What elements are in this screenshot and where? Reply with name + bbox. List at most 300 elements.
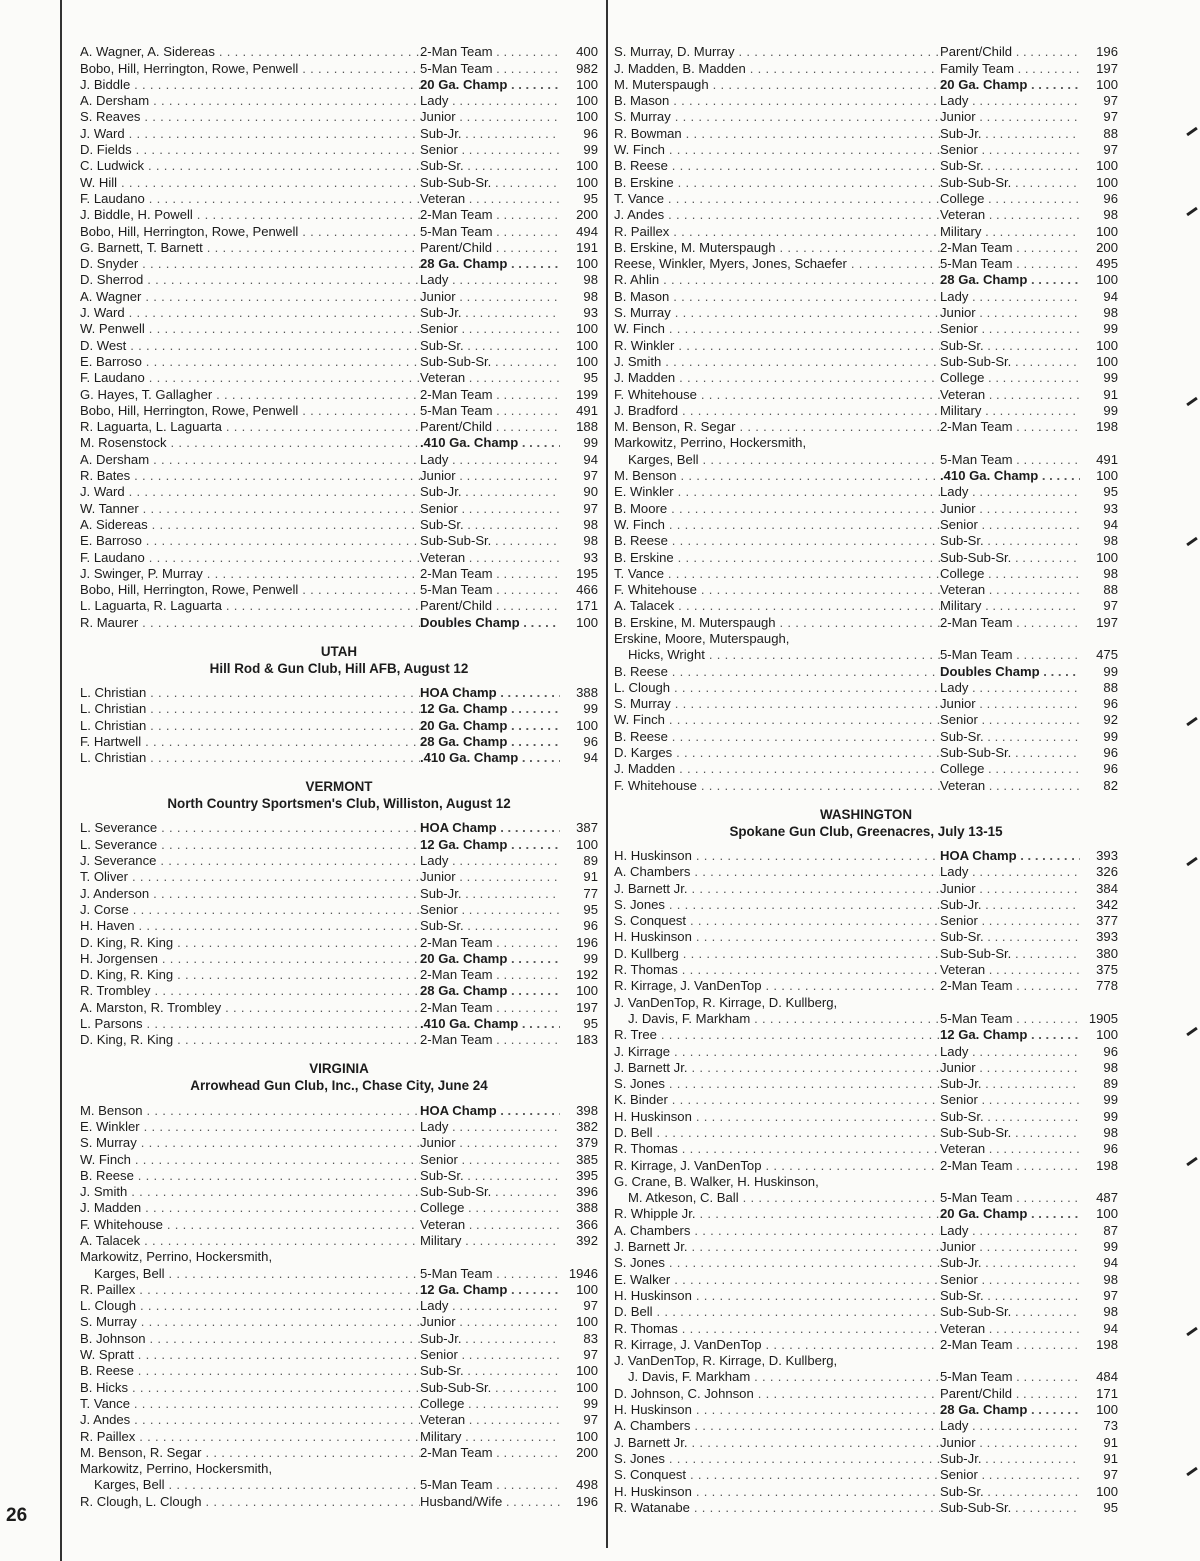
result-row (614, 1174, 1118, 1190)
result-row (614, 256, 1118, 272)
score: 342 (1096, 896, 1118, 912)
result-row (80, 1119, 598, 1135)
event-class: Senior . . . (940, 321, 1080, 337)
score: 385 (576, 1151, 598, 1167)
score: 96 (1103, 190, 1118, 206)
score: 93 (1103, 500, 1118, 516)
result-row (80, 1477, 598, 1493)
shooter-names: B. Reese . . . (614, 729, 940, 745)
shooter-names: M. Atkeson, C. Ball . . . (614, 1190, 940, 1206)
left-margin-rule (60, 0, 62, 1561)
result-row (614, 142, 1118, 158)
score: 99 (1103, 728, 1118, 744)
score: 97 (583, 468, 598, 484)
score: 196 (576, 934, 598, 950)
score: 484 (1096, 1369, 1118, 1385)
shooter-names: M. Benson, R. Segar . . . (80, 1445, 420, 1461)
result-row (80, 1493, 598, 1509)
shooter-names: M. Rosenstock . . . (80, 435, 420, 451)
shooter-names: G. Crane, B. Walker, H. Huskinson, (614, 1173, 819, 1189)
shooter-names: D. Fields . . . (80, 142, 420, 158)
event-class: Veteran . . . (940, 962, 1080, 978)
score: 89 (1103, 1076, 1118, 1092)
event-class: Veteran . . . (420, 191, 560, 207)
shooter-names: Karges, Bell . . . (80, 1266, 420, 1282)
result-row (614, 1043, 1118, 1059)
score: 99 (1103, 1092, 1118, 1108)
score: 196 (576, 1493, 598, 1509)
event-class: Sub-Sr. . . . (940, 1109, 1080, 1125)
shooter-names: M. Benson . . . (80, 1103, 420, 1119)
shooter-names: A. Talacek . . . (614, 598, 940, 614)
score: 94 (583, 451, 598, 467)
column-divider-rule (606, 0, 608, 1548)
score: 93 (583, 305, 598, 321)
event-class: Lady . . . (940, 289, 1080, 305)
shooter-names: T. Vance . . . (80, 1396, 420, 1412)
result-row (614, 549, 1118, 565)
shooter-names: J. Madden, B. Madden . . . (614, 61, 940, 77)
score: 97 (1103, 1467, 1118, 1483)
result-row (614, 500, 1118, 516)
shooter-names: F. Whitehouse . . . (80, 1217, 420, 1233)
event-class: College . . . (940, 191, 1080, 207)
shooter-names: J. Severance . . . (80, 853, 420, 869)
event-class: Senior . . . (940, 1467, 1080, 1483)
page-number: 26 (6, 1505, 28, 1526)
event-class: Senior . . . (420, 142, 560, 158)
shooter-names: D. King, R. King . . . (80, 967, 420, 983)
event-class: 12 Ga. Champ . . . (420, 837, 560, 853)
result-row (614, 1027, 1118, 1043)
score: 98 (583, 288, 598, 304)
shooter-names: R. Bates . . . (80, 468, 420, 484)
score: 491 (576, 402, 598, 418)
event-class: 2-Man Team . . . (420, 566, 560, 582)
result-row (80, 1445, 598, 1461)
result-row (614, 647, 1118, 663)
shooter-names: A. Dersham . . . (80, 93, 420, 109)
shooter-names: K. Binder . . . (614, 1092, 940, 1108)
shooter-names: L. Christian . . . (80, 685, 420, 701)
score: 96 (1103, 1141, 1118, 1157)
shooter-names: D. Karges . . . (614, 745, 940, 761)
result-row (614, 1092, 1118, 1108)
shooter-names: J. VanDenTop, R. Kirrage, D. Kullberg, (614, 1353, 838, 1369)
result-row (614, 1011, 1118, 1027)
shooter-names: D. Sherrod . . . (80, 272, 420, 288)
result-row (614, 1271, 1118, 1287)
shooter-names: L. Christian . . . (80, 718, 420, 734)
score: 475 (1096, 647, 1118, 663)
score: 100 (1096, 468, 1118, 484)
shooter-names: R. Trombley . . . (80, 983, 420, 999)
score: 92 (1103, 712, 1118, 728)
event-class: Doubles Champ . . . (420, 615, 560, 631)
result-row (614, 370, 1118, 386)
result-row (614, 109, 1118, 125)
binding-mark (1186, 537, 1198, 546)
shooter-names: B. Erskine . . . (614, 175, 940, 191)
event-class: 2-Man Team . . . (940, 978, 1080, 994)
event-class: Sub-Jr. . . . (420, 305, 560, 321)
shooter-names: W. Spratt . . . (80, 1347, 420, 1363)
event-class: 2-Man Team . . . (940, 240, 1080, 256)
result-row (614, 1255, 1118, 1271)
shooter-names: J. Ward . . . (80, 305, 420, 321)
binding-mark (1186, 127, 1198, 136)
shooter-names: J. Anderson . . . (80, 886, 420, 902)
score: 98 (1103, 1304, 1118, 1320)
result-row (614, 582, 1118, 598)
shooter-names: W. Finch . . . (614, 517, 940, 533)
score: 197 (576, 999, 598, 1015)
shoot-location-heading: North Country Sportsmen's Club, Williston, August 12 (167, 796, 511, 812)
event-class: .410 Ga. Champ . . . (420, 435, 560, 451)
event-class: Sub-Sr. . . . (420, 517, 560, 533)
result-row (80, 701, 598, 717)
event-class: Sub-Sub-Sr. . . . (420, 175, 560, 191)
state-heading: VIRGINIA (309, 1061, 369, 1077)
event-class: Sub-Sr. . . . (420, 918, 560, 934)
result-row (614, 77, 1118, 93)
result-row (614, 207, 1118, 223)
shooter-names: S. Murray . . . (614, 696, 940, 712)
event-class: Veteran . . . (420, 1412, 560, 1428)
result-row (614, 533, 1118, 549)
score: 96 (583, 125, 598, 141)
shooter-names: B. Johnson . . . (80, 1331, 420, 1347)
shooter-names: R. Kirrage, J. VanDenTop . . . (614, 1158, 940, 1174)
score: 99 (1103, 370, 1118, 386)
result-row (614, 848, 1118, 864)
event-class: 5-Man Team . . . (420, 61, 560, 77)
shooter-names: E. Winkler . . . (614, 484, 940, 500)
score: 94 (1103, 1255, 1118, 1271)
result-row (614, 1288, 1118, 1304)
result-row (80, 305, 598, 321)
result-row (614, 598, 1118, 614)
score: 100 (1096, 1027, 1118, 1043)
score: 100 (1096, 353, 1118, 369)
event-class: Sub-Jr. . . . (940, 1076, 1080, 1092)
shooter-names: J. Barnett Jr. . . . (614, 1239, 940, 1255)
shooter-names: R. Clough, L. Clough . . . (80, 1494, 420, 1510)
event-class: Sub-Sr. . . . (940, 533, 1080, 549)
shooter-names: R. Winkler . . . (614, 338, 940, 354)
score: 195 (576, 565, 598, 581)
score: 91 (1103, 386, 1118, 402)
event-class: 2-Man Team . . . (940, 615, 1080, 631)
result-row (614, 451, 1118, 467)
event-class: Sub-Sr. . . . (940, 729, 1080, 745)
shooter-names: R. Watanabe . . . (614, 1500, 940, 1516)
event-class: Veteran . . . (940, 387, 1080, 403)
shooter-names: D. King, R. King . . . (80, 935, 420, 951)
result-row (80, 1200, 598, 1216)
shoot-location-heading: Spokane Gun Club, Greenacres, July 13-15 (729, 823, 1003, 839)
score: 100 (576, 109, 598, 125)
event-class: Parent/Child . . . (420, 240, 560, 256)
result-row (614, 994, 1118, 1010)
result-row (614, 1483, 1118, 1499)
event-class: 2-Man Team . . . (420, 935, 560, 951)
result-row (80, 1428, 598, 1444)
score: 100 (576, 321, 598, 337)
score: 100 (576, 836, 598, 852)
shooter-names: S. Jones . . . (614, 1255, 940, 1271)
shooter-names: W. Finch . . . (614, 712, 940, 728)
result-row (80, 288, 598, 304)
shooter-names: A. Talacek . . . (80, 1233, 420, 1249)
score: 97 (583, 500, 598, 516)
event-class: Veteran . . . (940, 207, 1080, 223)
shooter-names: B. Mason . . . (614, 93, 940, 109)
event-class: Sub-Jr. . . . (420, 1331, 560, 1347)
event-class: 5-Man Team . . . (940, 452, 1080, 468)
result-row (80, 435, 598, 451)
event-class: Lady . . . (940, 484, 1080, 500)
event-class: Sub-Jr. . . . (940, 126, 1080, 142)
score: 100 (576, 717, 598, 733)
event-class: Lady . . . (420, 452, 560, 468)
score: 96 (583, 918, 598, 934)
binding-mark (1186, 1157, 1198, 1166)
shooter-names: J. Madden . . . (614, 370, 940, 386)
shooter-names: B. Hicks . . . (80, 1380, 420, 1396)
score: 100 (1096, 158, 1118, 174)
shooter-names: L. Severance . . . (80, 820, 420, 836)
result-row (80, 951, 598, 967)
shooter-names: S. Jones . . . (614, 1451, 940, 1467)
shooter-names: S. Conquest . . . (614, 913, 940, 929)
event-class: Senior . . . (940, 913, 1080, 929)
shooter-names: J. Swinger, P. Murray . . . (80, 566, 420, 582)
event-class: 5-Man Team . . . (420, 582, 560, 598)
score: 100 (1096, 223, 1118, 239)
score: 100 (1096, 1483, 1118, 1499)
result-row (80, 517, 598, 533)
shooter-names: Karges, Bell . . . (614, 452, 940, 468)
result-row (614, 962, 1118, 978)
score: 88 (1103, 125, 1118, 141)
result-row (80, 1412, 598, 1428)
event-class: Doubles Champ . . . (940, 664, 1080, 680)
result-row (80, 1168, 598, 1184)
event-class: Junior . . . (420, 1314, 560, 1330)
shooter-names: J. Corse . . . (80, 902, 420, 918)
shooter-names: Bobo, Hill, Herrington, Rowe, Penwell . . . (80, 224, 420, 240)
result-row (80, 869, 598, 885)
score: 388 (576, 684, 598, 700)
shooter-names: H. Huskinson . . . (614, 1109, 940, 1125)
result-row (614, 223, 1118, 239)
result-row (80, 500, 598, 516)
result-row (80, 1249, 598, 1265)
result-row (614, 614, 1118, 630)
shooter-names: B. Erskine, M. Muterspaugh . . . (614, 240, 940, 256)
event-class: Sub-Jr. . . . (420, 126, 560, 142)
result-row (80, 999, 598, 1015)
score: 1905 (1088, 1010, 1118, 1026)
event-class: Sub-Sub-Sr. . . . (940, 175, 1080, 191)
shooter-names: J. Madden . . . (614, 761, 940, 777)
result-row (80, 419, 598, 435)
binding-mark (1186, 1327, 1198, 1336)
result-row (614, 663, 1118, 679)
shooter-names: Markowitz, Perrino, Hockersmith, (614, 435, 807, 451)
score: 98 (1103, 1271, 1118, 1287)
result-row (80, 207, 598, 223)
event-class: 12 Ga. Champ . . . (420, 1282, 560, 1298)
event-class: Sub-Jr. . . . (420, 484, 560, 500)
result-row (614, 484, 1118, 500)
score: 97 (1103, 1287, 1118, 1303)
result-row (80, 934, 598, 950)
score: 379 (576, 1135, 598, 1151)
score: 93 (583, 549, 598, 565)
event-class: HOA Champ . . . (420, 820, 560, 836)
score: 98 (1103, 1125, 1118, 1140)
result-row (614, 419, 1118, 435)
result-row (614, 1369, 1118, 1385)
score: 495 (1096, 256, 1118, 272)
score: 200 (576, 207, 598, 223)
result-row (614, 728, 1118, 744)
score: 98 (1103, 565, 1118, 581)
event-class: Junior . . . (940, 109, 1080, 125)
shooter-names: B. Reese . . . (614, 533, 940, 549)
event-class: Veteran . . . (940, 582, 1080, 598)
event-class: Junior . . . (940, 1060, 1080, 1076)
shooter-names: S. Conquest . . . (614, 1467, 940, 1483)
score: 99 (583, 950, 598, 966)
result-row (614, 1320, 1118, 1336)
score: 100 (576, 1379, 598, 1395)
event-class: Lady . . . (420, 853, 560, 869)
results-table (80, 685, 598, 766)
shooter-names: R. Ahlin . . . (614, 272, 940, 288)
event-class: Parent/Child . . . (940, 44, 1080, 60)
score: 97 (583, 1347, 598, 1363)
score: 100 (576, 93, 598, 109)
result-row (614, 1418, 1118, 1434)
shooter-names: F. Whitehouse . . . (614, 387, 940, 403)
shooter-names: E. Winkler . . . (80, 1119, 420, 1135)
event-class: Sub-Sub-Sr. . . . (940, 550, 1080, 566)
score: 91 (1103, 1450, 1118, 1466)
score: 88 (1103, 679, 1118, 695)
shooter-names: R. Thomas . . . (614, 962, 940, 978)
shooter-names: L. Laguarta, R. Laguarta . . . (80, 598, 420, 614)
shooter-names: R. Thomas . . . (614, 1321, 940, 1337)
score: 100 (576, 337, 598, 353)
event-class: 2-Man Team . . . (420, 44, 560, 60)
result-row (614, 1190, 1118, 1206)
shooter-names: R. Paillex . . . (80, 1429, 420, 1445)
score: 398 (576, 1102, 598, 1118)
result-row (80, 1135, 598, 1151)
result-row (80, 853, 598, 869)
result-row (614, 1141, 1118, 1157)
shooter-names: F. Whitehouse . . . (614, 582, 940, 598)
score: 96 (1103, 761, 1118, 777)
event-class: HOA Champ . . . (420, 685, 560, 701)
result-row (80, 60, 598, 76)
shooter-names: E. Walker . . . (614, 1272, 940, 1288)
score: 98 (583, 272, 598, 288)
result-row (614, 1239, 1118, 1255)
shooter-names: Reese, Winkler, Myers, Jones, Schaefer . . . (614, 256, 940, 272)
score: 100 (576, 256, 598, 272)
shooter-names: D. Snyder . . . (80, 256, 420, 272)
shooter-names: R. Kirrage, J. VanDenTop . . . (614, 1337, 940, 1353)
shooter-names: J. Smith . . . (614, 354, 940, 370)
score: 97 (1103, 109, 1118, 125)
result-row (80, 685, 598, 701)
event-class: Family Team . . . (940, 61, 1080, 77)
score: 99 (1103, 1239, 1118, 1255)
score: 91 (1103, 1434, 1118, 1450)
shooter-names: L. Clough . . . (80, 1298, 420, 1314)
event-class: .410 Ga. Champ . . . (940, 468, 1080, 484)
score: 100 (576, 1428, 598, 1444)
result-row (80, 223, 598, 239)
event-class: Junior . . . (420, 468, 560, 484)
result-row (80, 1396, 598, 1412)
score: 466 (576, 582, 598, 598)
event-class: 2-Man Team . . . (420, 1000, 560, 1016)
result-row (80, 1298, 598, 1314)
event-class: Senior . . . (940, 142, 1080, 158)
score: 100 (576, 614, 598, 630)
shooter-names: B. Reese . . . (80, 1363, 420, 1379)
score: 98 (1103, 305, 1118, 321)
shooter-names: S. Murray, D. Murray . . . (614, 44, 940, 60)
shooter-names: H. Haven . . . (80, 918, 420, 934)
event-class: Sub-Sr. . . . (940, 338, 1080, 354)
shooter-names: S. Murray . . . (614, 305, 940, 321)
result-row (614, 1467, 1118, 1483)
event-class: 20 Ga. Champ . . . (940, 77, 1080, 93)
score: 99 (1103, 402, 1118, 418)
result-row (80, 386, 598, 402)
result-row (614, 631, 1118, 647)
score: 100 (1096, 76, 1118, 92)
shooter-names: B. Reese . . . (614, 158, 940, 174)
event-class: College . . . (940, 566, 1080, 582)
score: 100 (576, 1314, 598, 1330)
result-row (80, 125, 598, 141)
result-row (614, 1337, 1118, 1353)
event-class: 28 Ga. Champ . . . (420, 734, 560, 750)
score: 198 (1096, 1336, 1118, 1352)
event-class: 2-Man Team . . . (420, 1032, 560, 1048)
result-row (614, 240, 1118, 256)
result-row (80, 468, 598, 484)
result-row (614, 1108, 1118, 1124)
result-row (80, 1016, 598, 1032)
shooter-names: D. Bell . . . (614, 1304, 940, 1320)
event-class: Parent/Child . . . (420, 419, 560, 435)
result-row (614, 158, 1118, 174)
event-class: Lady . . . (940, 1418, 1080, 1434)
results-table (80, 1102, 598, 1509)
shooter-names: W. Finch . . . (614, 321, 940, 337)
result-row (614, 44, 1118, 60)
right-results-column (614, 44, 1118, 1516)
shooter-names: J. Bradford . . . (614, 403, 940, 419)
